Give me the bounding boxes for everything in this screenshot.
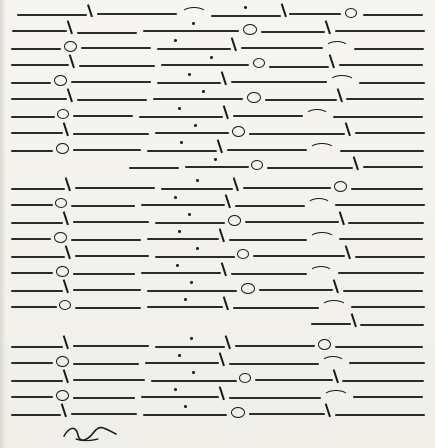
handwriting-line	[10, 312, 427, 332]
handwriting-line	[10, 402, 427, 422]
scan-edge	[0, 0, 6, 448]
paragraph-1	[10, 2, 427, 172]
handwriting-line	[10, 155, 427, 175]
paragraph-3	[10, 334, 427, 422]
paragraph-2	[10, 176, 427, 332]
signature-mark	[60, 422, 120, 444]
